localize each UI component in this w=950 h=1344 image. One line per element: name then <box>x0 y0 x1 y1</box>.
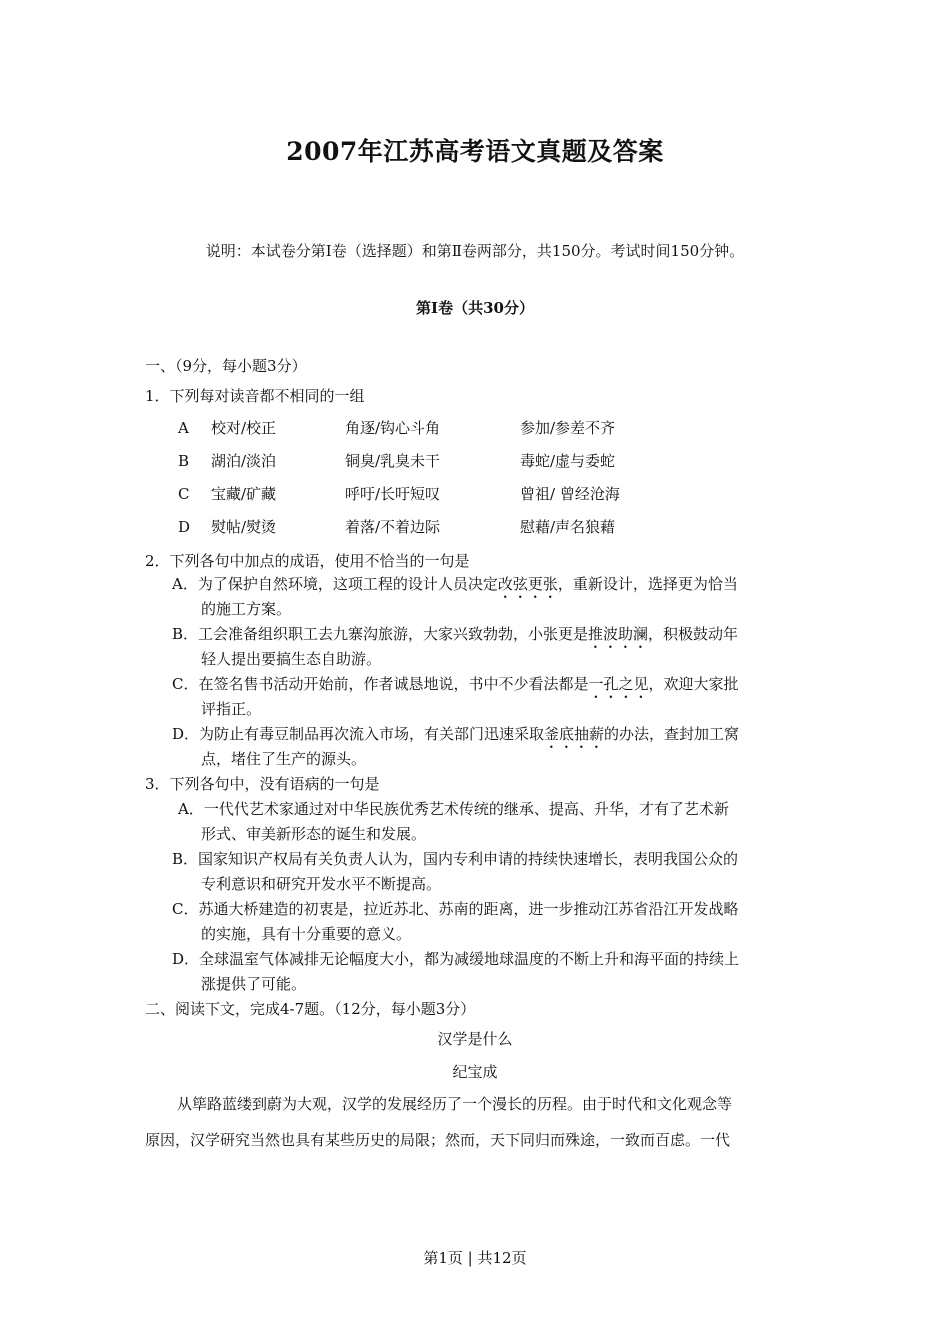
option-letter: A <box>178 419 189 437</box>
q2-option-c <box>172 674 739 702</box>
article-paragraph-line: 原因，汉学研究当然也具有某些历史的局限；然而，天下同归而殊途，一致而百虑。一代 <box>145 1131 731 1149</box>
option-cell: 慰藉/声名狼藉 <box>520 518 616 536</box>
dotted-idiom: 一孔之见 <box>588 675 649 693</box>
q3-option-b: B．国家知识产权局有关负责人认为，国内专利申请的持续快速增长，表明我国公众的 <box>172 850 739 868</box>
q2-option-b-cont: 轻人提出要搞生态自助游。 <box>201 650 382 668</box>
page-footer: 第1页 | 共12页 <box>423 1249 527 1267</box>
option-cell: 呼吁/长吁短叹 <box>345 485 441 503</box>
option-cell: 参加/参差不齐 <box>520 419 616 437</box>
option-cell: 湖泊/淡泊 <box>211 452 277 470</box>
section-1-heading: 一、（9分，每小题3分） <box>145 357 307 375</box>
option-text: C．在签名售书活动开始前，作者诚恳地说，书中不少看法都是 <box>172 675 589 693</box>
q2-stem: 2．下列各句中加点的成语，使用不恰当的一句是 <box>145 552 470 570</box>
q3-option-a-cont: 形式、审美新形态的诞生和发展。 <box>201 825 427 843</box>
dotted-idiom: 改弦更张 <box>497 575 558 593</box>
dotted-idiom: 釜底抽薪 <box>544 725 605 743</box>
q3-option-d-cont: 涨提供了可能。 <box>201 975 307 993</box>
option-text: A．为了保护自然环境，这项工程的设计人员决定 <box>172 575 498 593</box>
q3-option-d: D．全球温室气体减排无论幅度大小，都为减缓地球温度的不断上升和海平面的持续上 <box>172 950 740 968</box>
option-cell: 铜臭/乳臭未干 <box>345 452 441 470</box>
q2-option-d <box>172 724 739 752</box>
dotted-idiom: 推波助澜 <box>588 625 649 643</box>
q2-option-a <box>172 574 738 602</box>
option-text: ，积极鼓动年 <box>648 625 739 643</box>
volume-heading: 第Ⅰ卷（共30分） <box>416 299 534 317</box>
q3-option-c-cont: 的实施，具有十分重要的意义。 <box>201 925 412 943</box>
option-cell: 熨帖/熨烫 <box>211 518 277 536</box>
q2-option-d-cont: 点，堵住了生产的源头。 <box>201 750 367 768</box>
option-cell: 校对/校正 <box>211 419 277 437</box>
q1-stem: 1．下列每对读音都不相同的一组 <box>145 387 365 405</box>
option-letter: D <box>178 518 191 536</box>
q3-option-a: A．一代代艺术家通过对中华民族优秀艺术传统的继承、提高、升华，才有了艺术新 <box>178 800 729 818</box>
q2-option-c-cont: 评指正。 <box>201 700 262 718</box>
section-2-heading: 二、阅读下文，完成4-7题。（12分，每小题3分） <box>145 1000 476 1018</box>
article-paragraph-line: 从筚路蓝缕到蔚为大观，汉学的发展经历了一个漫长的历程。由于时代和文化观念等 <box>177 1095 733 1113</box>
option-letter: B <box>178 452 190 470</box>
option-cell: 宝藏/矿藏 <box>211 485 277 503</box>
q3-option-b-cont: 专利意识和研究开发水平不断提高。 <box>201 875 442 893</box>
option-text: ，重新设计，选择更为恰当 <box>557 575 738 593</box>
q2-option-b <box>172 624 738 652</box>
option-cell: 角逐/钩心斗角 <box>345 419 441 437</box>
option-letter: C <box>178 485 190 503</box>
option-text: ，欢迎大家批 <box>648 675 739 693</box>
option-cell: 着落/不着边际 <box>345 518 441 536</box>
q3-option-c: C．苏通大桥建造的初衷是，拉近苏北、苏南的距离，进一步推动江苏省沿江开发战略 <box>172 900 739 918</box>
exam-note: 说明：本试卷分第Ⅰ卷（选择题）和第Ⅱ卷两部分，共150分。考试时间150分钟。 <box>205 242 745 260</box>
option-text: D．为防止有毒豆制品再次流入市场，有关部门迅速采取 <box>172 725 545 743</box>
option-cell: 曾祖/ 曾经沧海 <box>520 485 620 503</box>
q2-option-a-cont: 的施工方案。 <box>201 600 292 618</box>
article-title: 汉学是什么 <box>437 1030 513 1048</box>
option-cell: 毒蛇/虚与委蛇 <box>520 452 616 470</box>
option-text: 的办法，查封加工窝 <box>604 725 740 743</box>
page-title: 2007年江苏高考语文真题及答案 <box>286 137 664 166</box>
q3-stem: 3．下列各句中，没有语病的一句是 <box>145 775 380 793</box>
option-text: B．工会准备组织职工去九寨沟旅游，大家兴致勃勃，小张更是 <box>172 625 589 643</box>
article-author: 纪宝成 <box>452 1063 498 1081</box>
